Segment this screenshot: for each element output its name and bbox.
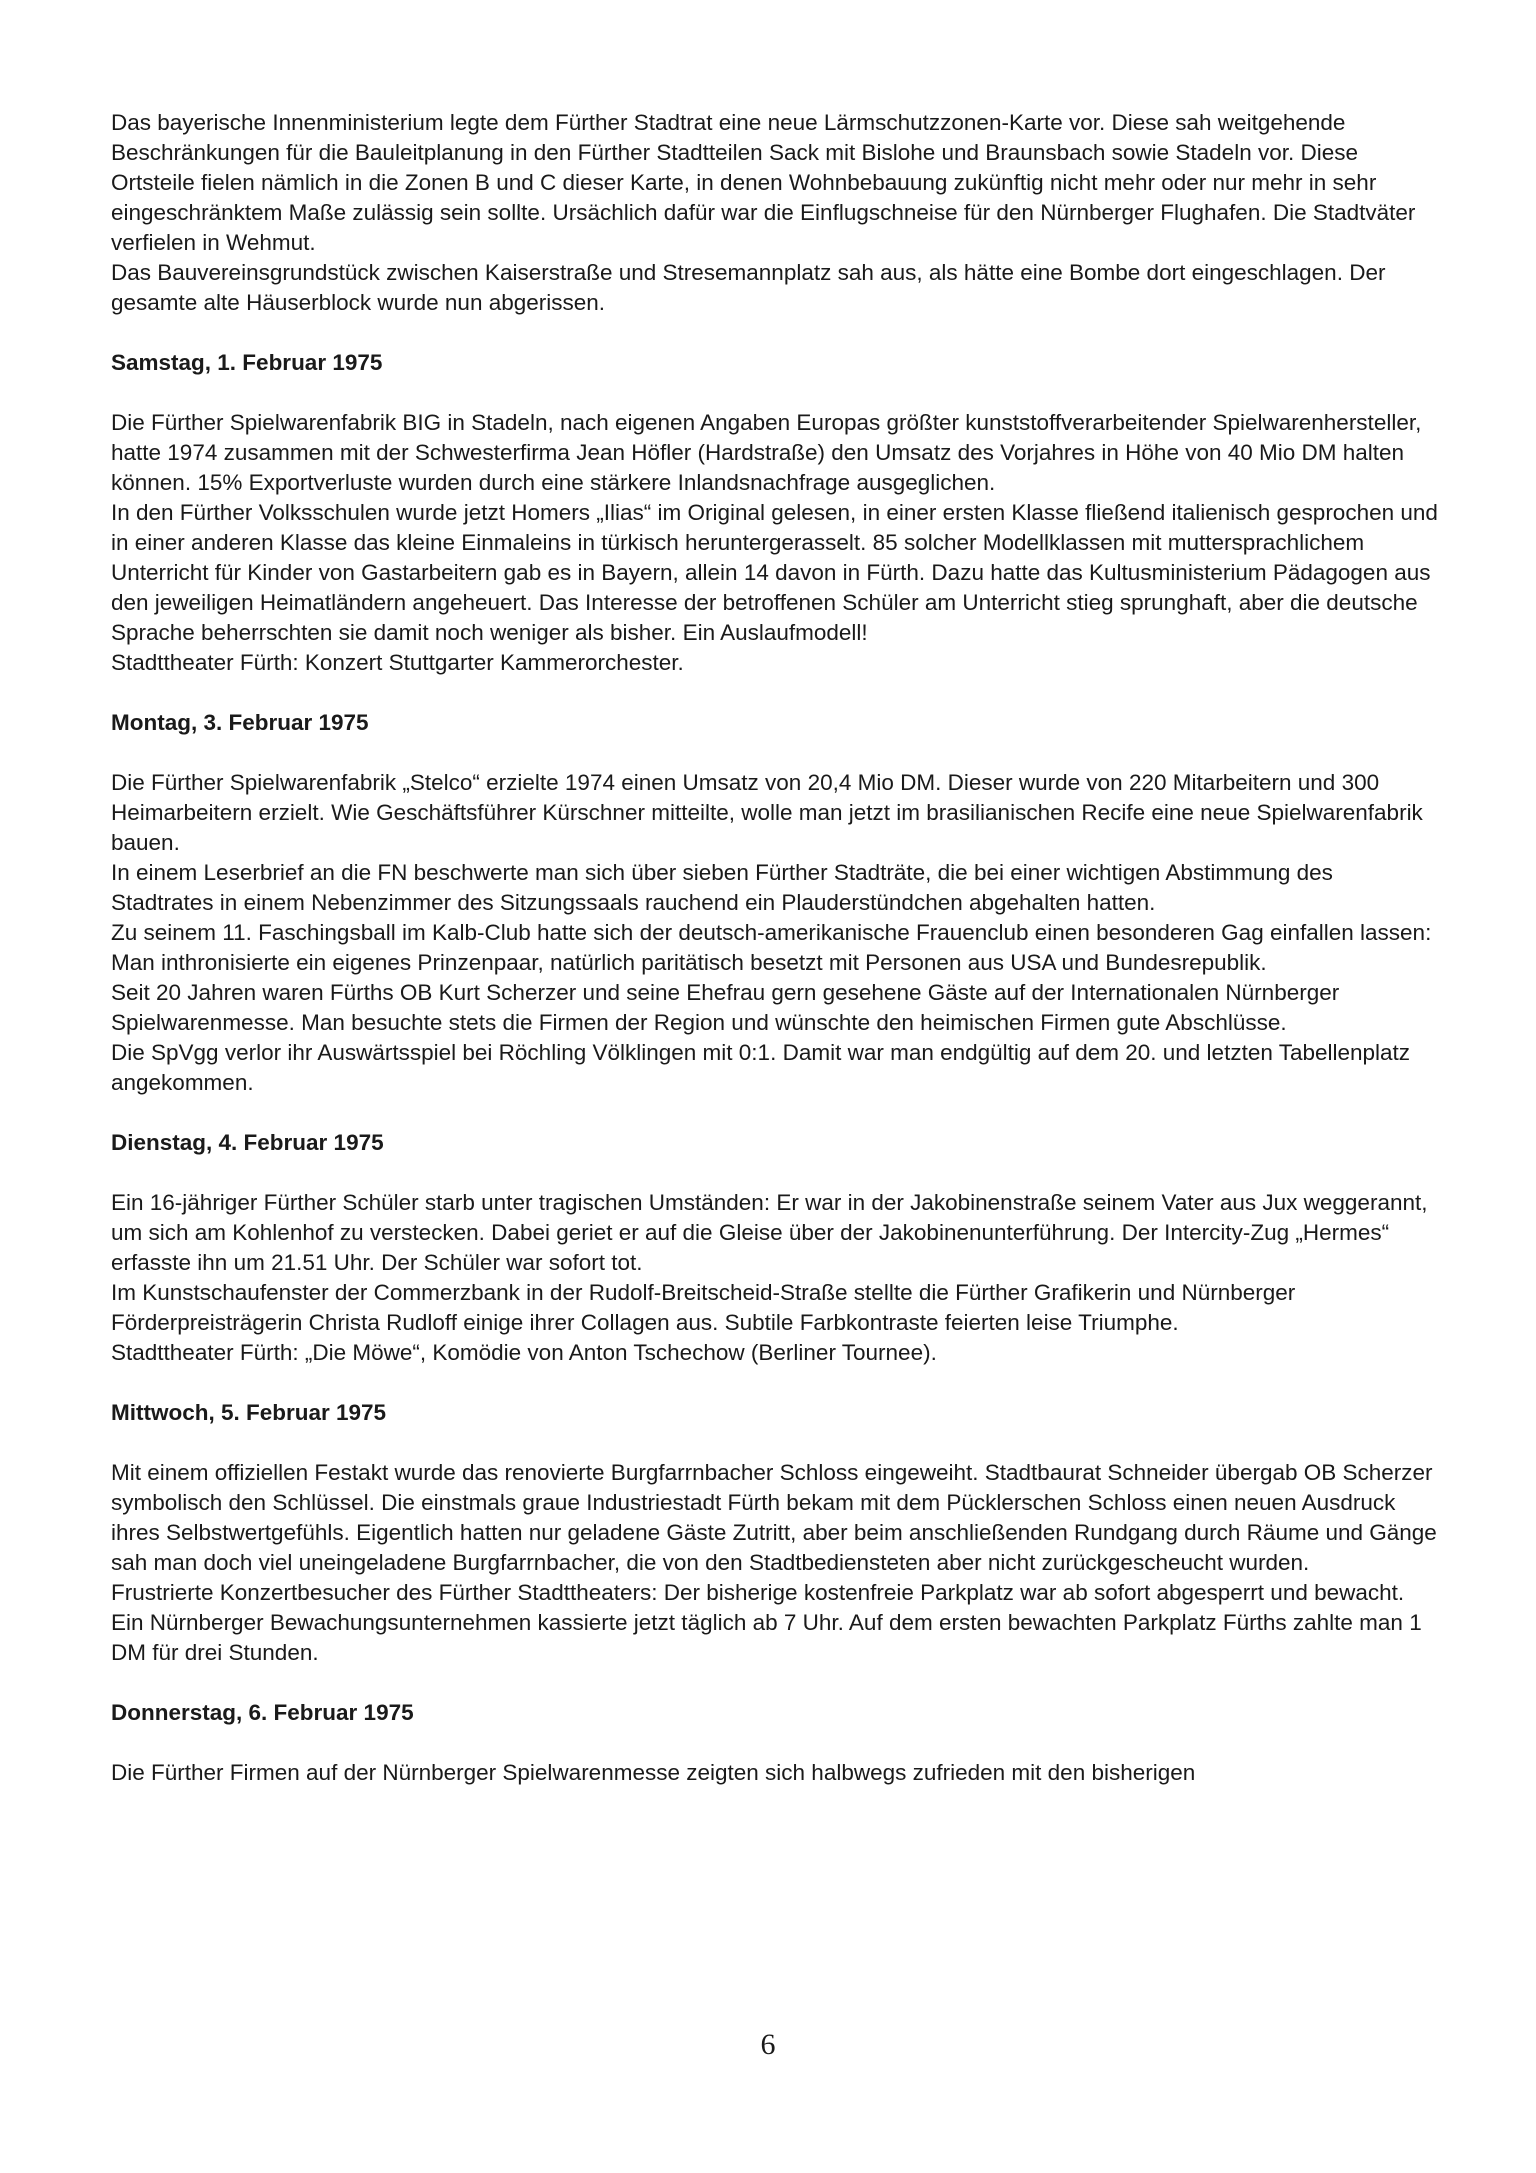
- entry-paragraph: Die Fürther Spielwarenfabrik BIG in Stadeln, nach eigenen Angaben Europas größter kunststoffverarbeitender Spielwarenhersteller, hatte 1974 zusammen mit der Schwesterfirma Jean Höfler (Hardstraße) den Umsatz des Vorjahres in Höhe von 40 Mio DM halten können. 15% Exportverluste wurden durch eine stärkere Inlandsnachfrage ausgeglichen.: [111, 410, 1422, 495]
- intro-paragraph: Das bayerische Innenministerium legte dem Fürther Stadtrat eine neue Lärmschutzzonen-Karte vor. Diese sah weitgehende Beschränkungen für die Bauleitplanung in den Fürther Stadtteilen Sack mit Bislohe und Braunsbach sowie Stadeln vor. Diese Ortsteile fielen nämlich in die Zonen B und C dieser Karte, in denen Wohnbebauung zukünftig nicht mehr oder nur mehr in sehr eingeschränktem Maße zulässig sein sollte. Ursächlich dafür war die Einflugschneise für den Nürnberger Flughafen. Die Stadtväter verfielen in Wehmut.: [111, 110, 1416, 255]
- entry-paragraph: Die SpVgg verlor ihr Auswärtsspiel bei Röchling Völklingen mit 0:1. Damit war man endgültig auf dem 20. und letzten Tabellenplatz angekommen.: [111, 1040, 1411, 1095]
- entry-paragraph: Ein 16-jähriger Fürther Schüler starb unter tragischen Umständen: Er war in der Jakobinenstraße seinem Vater aus Jux weggerannt, um sich am Kohlenhof zu verstecken. Dabei geriet er auf die Gleise über der Jakobinenunterführung. Der Intercity-Zug „Hermes“ erfasste ihn um 21.51 Uhr. Der Schüler war sofort tot.: [111, 1190, 1428, 1275]
- entry-paragraph: Zu seinem 11. Faschingsball im Kalb-Club hatte sich der deutsch-amerikanische Frauenclub einen besonderen Gag einfallen lassen: Man inthronisierte ein eigenes Prinzenpaar, natürlich paritätisch besetzt mit Personen aus USA und Bundesrepublik.: [111, 920, 1432, 975]
- intro-paragraph: Das Bauvereinsgrundstück zwischen Kaiserstraße und Stresemannplatz sah aus, als hätte eine Bombe dort eingeschlagen. Der gesamte alte Häuserblock wurde nun abgerissen.: [111, 260, 1386, 315]
- entry-paragraph: Mit einem offiziellen Festakt wurde das renovierte Burgfarrnbacher Schloss eingeweiht. Stadtbaurat Schneider übergab OB Scherzer symbolisch den Schlüssel. Die einstmals graue Industriestadt Fürth bekam mit dem Pücklerschen Schloss einen neuen Ausdruck ihres Selbstwertgefühls. Eigentlich hatten nur geladene Gäste Zutritt, aber beim anschließenden Rundgang durch Räume und Gänge sah man doch viel uneingeladene Burgfarrnbacher, die von den Stadtbediensteten aber nicht zurückgescheucht wurden.: [111, 1460, 1437, 1575]
- entry-paragraph: Die Fürther Spielwarenfabrik „Stelco“ erzielte 1974 einen Umsatz von 20,4 Mio DM. Dieser wurde von 220 Mitarbeitern und 300 Heimarbeitern erzielt. Wie Geschäftsführer Kürschner mitteilte, wolle man jetzt im brasilianischen Recife eine neue Spielwarenfabrik bauen.: [111, 770, 1423, 855]
- date-heading: Mittwoch, 5. Februar 1975: [111, 1400, 387, 1425]
- entry-paragraph: Stadttheater Fürth: „Die Möwe“, Komödie von Anton Tschechow (Berliner Tournee).: [111, 1340, 937, 1365]
- entry-paragraph: Die Fürther Firmen auf der Nürnberger Spielwarenmesse zeigten sich halbwegs zufrieden mit den bisherigen: [111, 1760, 1196, 1785]
- date-heading: Montag, 3. Februar 1975: [111, 710, 369, 735]
- entry-paragraph: Stadttheater Fürth: Konzert Stuttgarter Kammerorchester.: [111, 650, 684, 675]
- page-number: 6: [760, 2028, 776, 2061]
- date-heading: Dienstag, 4. Februar 1975: [111, 1130, 384, 1155]
- entry-paragraph: Frustrierte Konzertbesucher des Fürther Stadttheaters: Der bisherige kostenfreie Parkplatz war ab sofort abgesperrt und bewacht. Ein Nürnberger Bewachungsunternehmen kassierte jetzt täglich ab 7 Uhr. Auf dem ersten bewachten Parkplatz Fürths zahlte man 1 DM für drei Stunden.: [111, 1580, 1422, 1665]
- document-body: [111, 108, 1441, 1788]
- date-heading: Donnerstag, 6. Februar 1975: [111, 1700, 414, 1725]
- entry-paragraph: Im Kunstschaufenster der Commerzbank in der Rudolf-Breitscheid-Straße stellte die Fürther Grafikerin und Nürnberger Förderpreisträgerin Christa Rudloff einige ihrer Collagen aus. Subtile Farbkontraste feierten leise Triumphe.: [111, 1280, 1296, 1335]
- date-heading: Samstag, 1. Februar 1975: [111, 350, 383, 375]
- entry-paragraph: In einem Leserbrief an die FN beschwerte man sich über sieben Fürther Stadträte, die bei einer wichtigen Abstimmung des Stadtrates in einem Nebenzimmer des Sitzungssaals rauchend ein Plauderstündchen abgehalten hatten.: [111, 860, 1333, 915]
- entry-paragraph: In den Fürther Volksschulen wurde jetzt Homers „Ilias“ im Original gelesen, in einer ersten Klasse fließend italienisch gesprochen und in einer anderen Klasse das kleine Einmaleins in türkisch heruntergerasselt. 85 solcher Modellklassen mit muttersprachlichem Unterricht für Kinder von Gastarbeitern gab es in Bayern, allein 14 davon in Fürth. Dazu hatte das Kultusministerium Pädagogen aus den jeweiligen Heimatländern angeheuert. Das Interesse der betroffenen Schüler am Unterricht stieg sprunghaft, aber die deutsche Sprache beherrschten sie damit noch weniger als bisher. Ein Auslaufmodell!: [111, 500, 1438, 645]
- entry-paragraph: Seit 20 Jahren waren Fürths OB Kurt Scherzer und seine Ehefrau gern gesehene Gäste auf der Internationalen Nürnberger Spielwarenmesse. Man besuchte stets die Firmen der Region und wünschte den heimischen Firmen gute Abschlüsse.: [111, 980, 1340, 1035]
